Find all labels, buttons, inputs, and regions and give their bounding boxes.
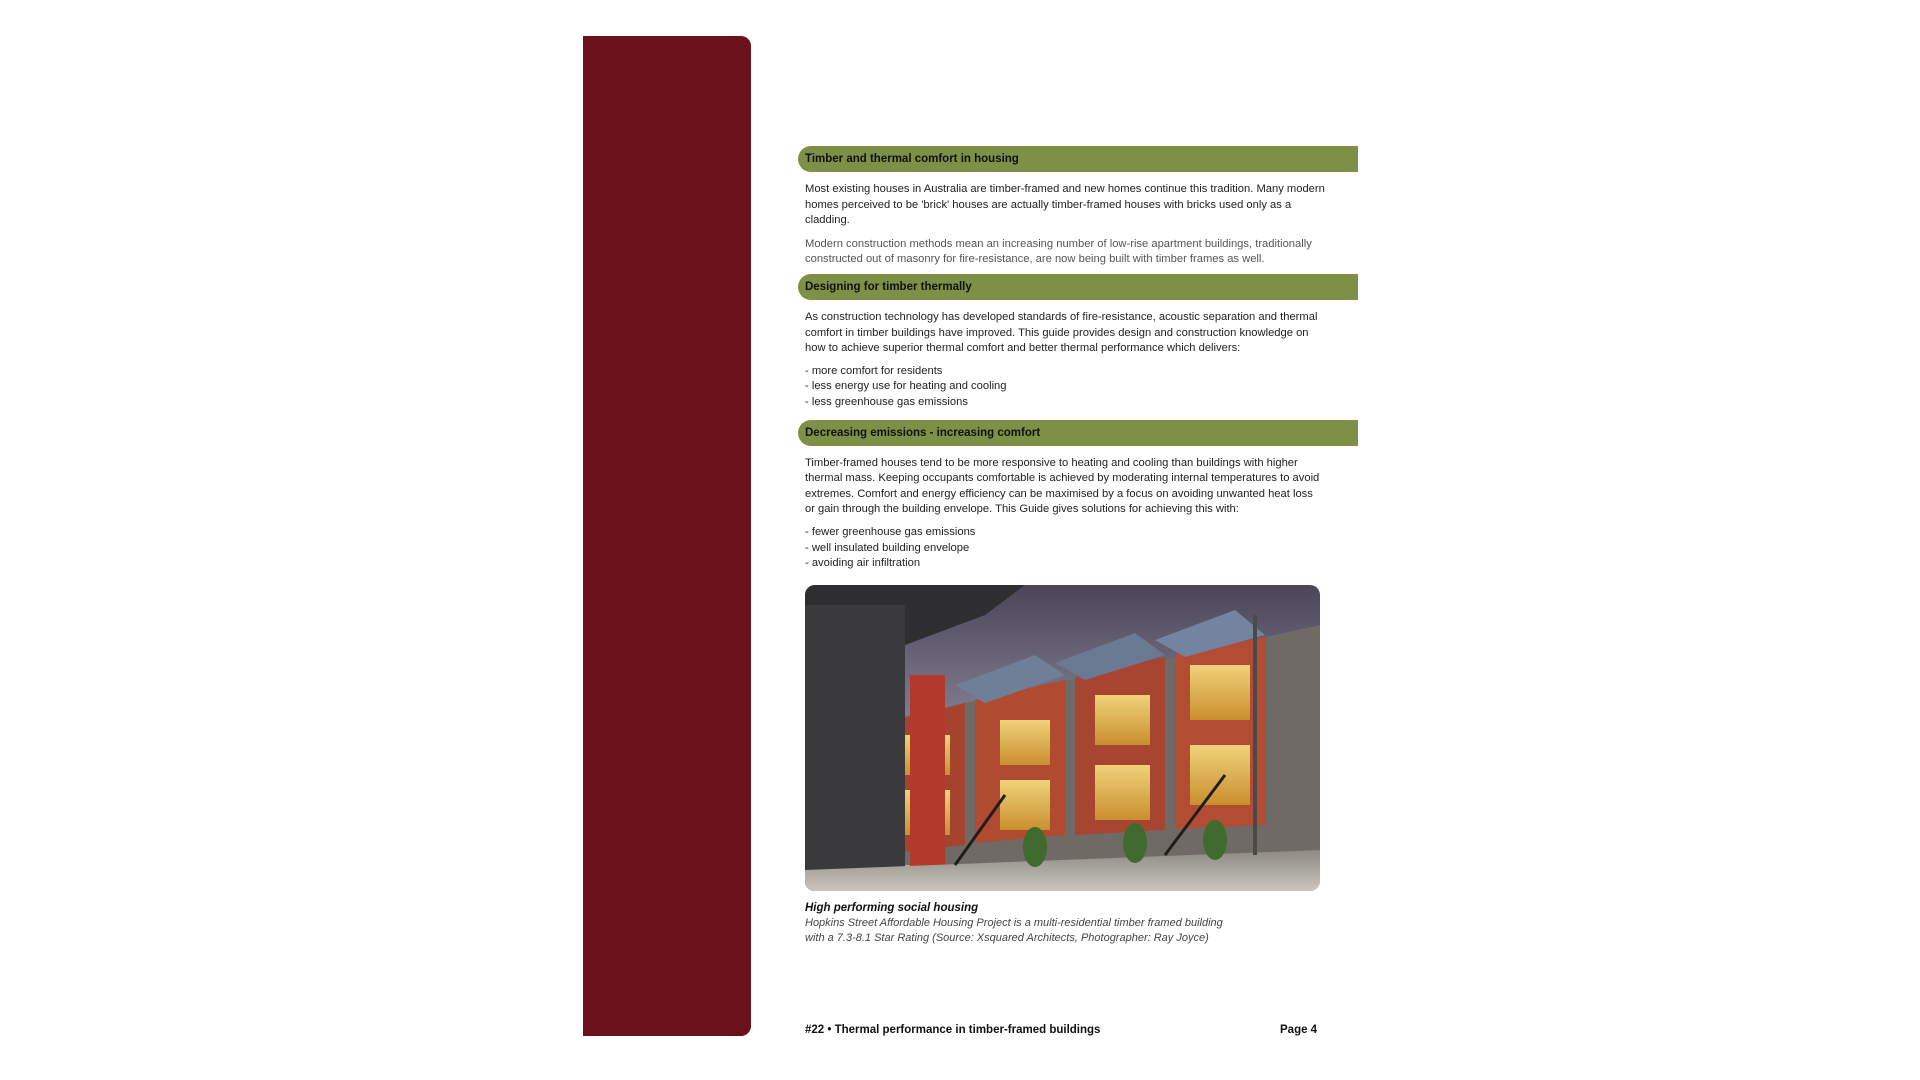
section-heading-designing-thermally: Designing for timber thermally (798, 274, 1358, 300)
building-illustration (805, 585, 1320, 891)
paragraph: Modern construction methods mean an increasing number of low-rise apartment buildings, traditionally constructed out of masonry for fire-resistance, are now being built with timber frames as well. (805, 237, 1312, 266)
bullet-list (798, 525, 1358, 572)
list-item: - less energy use for heating and cooling (805, 380, 1007, 393)
list-item: - fewer greenhouse gas emissions (805, 525, 976, 538)
list-item: - avoiding air infiltration (805, 557, 921, 570)
list-item: - more comfort for residents (805, 364, 943, 377)
footer-page-number: Page 4 (1280, 1024, 1318, 1036)
sidebar-band (583, 36, 751, 1036)
bullet-list (798, 364, 1358, 411)
paragraph: Timber-framed houses tend to be more responsive to heating and cooling than buildings with higher thermal mass. Keeping occupants comfortable is achieved by moderating internal temperatures to avoid extremes. Comfort and energy efficiency can be maximised by a focus on avoiding unwanted heat loss or gain through the building envelope. This Guide gives solutions for achieving this with: (805, 456, 1320, 516)
paragraph: As construction technology has developed standards of fire-resistance, acoustic separation and thermal comfort in timber buildings have improved. This guide provides design and construction knowledge on how to achieve superior thermal comfort and better thermal performance which delivers: (805, 310, 1318, 355)
figure-caption-title: High performing social housing (805, 901, 979, 914)
list-item: - well insulated building envelope (805, 541, 970, 554)
figure-caption-text: Hopkins Street Affordable Housing Project is a multi-residential timber framed building with a 7.3-8.1 Star Rating (Source: Xsquared Architects, Photographer: Ray Joyce) (805, 916, 1223, 945)
section-heading-decreasing-emissions: Decreasing emissions - increasing comfort (798, 420, 1358, 446)
section-heading-timber-thermal-comfort: Timber and thermal comfort in housing (798, 146, 1358, 172)
paragraph: Most existing houses in Australia are timber-framed and new homes continue this tradition. Many modern homes perceived to be 'brick' houses are actually timber-framed houses with bricks used only as a cladding. (805, 183, 1325, 227)
list-item: - less greenhouse gas emissions (805, 395, 968, 408)
main-content (798, 146, 1358, 947)
housing-photo (805, 585, 1320, 891)
footer-document-title: #22 • Thermal performance in timber-framed buildings (805, 1024, 1101, 1036)
